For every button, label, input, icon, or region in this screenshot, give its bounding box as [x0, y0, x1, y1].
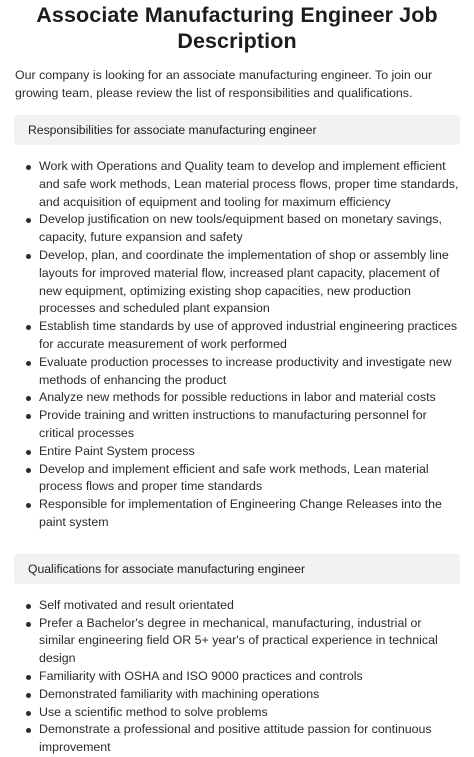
list-item: Use a scientific method to solve problems — [24, 704, 460, 722]
responsibilities-heading: Responsibilities for associate manufacturing engineer — [28, 123, 317, 137]
list-item: Analyze new methods for possible reductions in labor and material costs — [24, 389, 460, 407]
qualifications-list — [14, 597, 460, 757]
list-item: Self motivated and result orientated — [24, 597, 460, 615]
qualifications-heading: Qualifications for associate manufacturing engineer — [28, 561, 306, 576]
list-item: Demonstrated familiarity with machining operations — [24, 686, 460, 704]
list-item: Develop justification on new tools/equipment based on monetary savings, capacity, future expansion and safety — [24, 211, 460, 247]
list-item: Evaluate production processes to increase productivity and investigate new methods of enhancing the product — [24, 354, 460, 390]
list-item: Develop and implement efficient and safe work methods, Lean material process flows and proper time standards — [24, 461, 460, 497]
list-item: Develop, plan, and coordinate the implementation of shop or assembly line layouts for improved material flow, increased plant capacity, placement of new equipment, optimizing existing shop capacities, new production processes and scheduled plant expansion — [24, 247, 460, 318]
intro-paragraph: Our company is looking for an associate manufacturing engineer. To join our growing team, please review the list of responsibilities and qualifications. — [15, 68, 433, 100]
list-item: Establish time standards by use of approved industrial engineering practices for accurate measurement of work performed — [24, 318, 460, 354]
list-item: Demonstrate a professional and positive attitude passion for continuous improvement — [24, 721, 460, 757]
list-item: Provide training and written instructions to manufacturing personnel for critical processes — [24, 407, 460, 443]
list-item: Entire Paint System process — [24, 443, 460, 461]
qualifications-header — [14, 554, 460, 584]
list-item: Responsible for implementation of Engineering Change Releases into the paint system — [24, 496, 460, 532]
page-title: Associate Manufacturing Engineer Job Description — [36, 3, 438, 53]
list-item: Prefer a Bachelor's degree in mechanical, manufacturing, industrial or similar engineering field OR 5+ year's of practical experience in technical design — [24, 615, 460, 668]
list-item: Work with Operations and Quality team to develop and implement efficient and safe work methods, Lean material process flows, proper time standards, and acquisition of equipment and tooling for maximum efficiency — [24, 158, 460, 211]
responsibilities-list — [14, 158, 460, 532]
list-item: Familiarity with OSHA and ISO 9000 practices and controls — [24, 668, 460, 686]
responsibilities-header — [14, 115, 460, 145]
